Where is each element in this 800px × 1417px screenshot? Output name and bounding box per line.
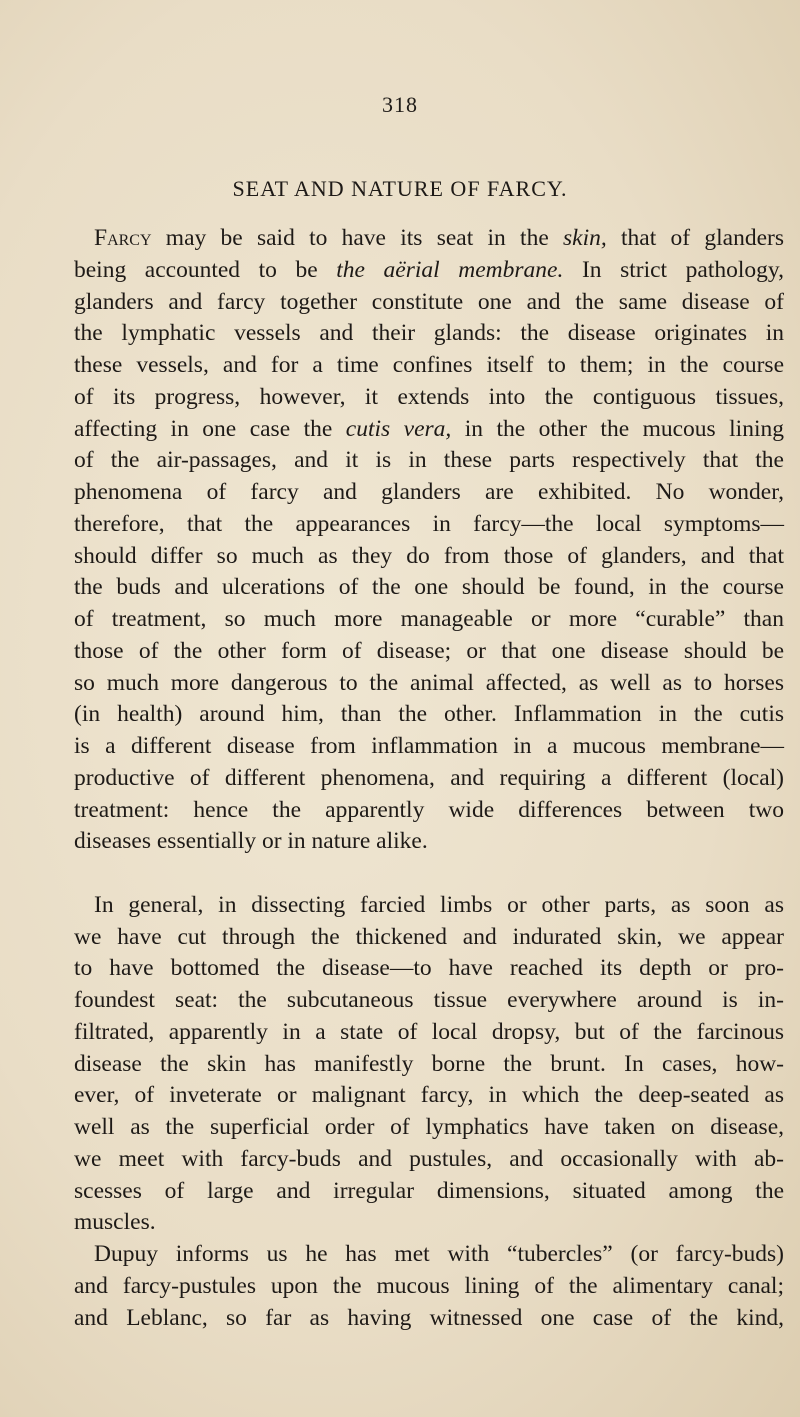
chapter-heading: SEAT AND NATURE OF FARCY. <box>232 176 568 201</box>
page-number: 318 <box>382 92 418 117</box>
text-line: In general, in dissecting farcied limbs or other parts, as soon as <box>94 891 784 918</box>
text-line: of the air-passages, and it is in these parts respectively that the <box>74 447 784 474</box>
text-span: In strict pathology, <box>563 256 785 283</box>
text-line: foundest seat: the subcutaneous tissue everywhere around is in- <box>74 987 784 1013</box>
paragraph-3 <box>74 1239 784 1334</box>
text-line: scesses of large and irregular dimensions, situated among the <box>74 1177 784 1204</box>
text-line: glanders and farcy together constitute one and the same disease of <box>74 288 784 315</box>
text-line: we have cut through the thickened and indurated skin, we appear <box>74 923 784 950</box>
text-span: affecting in one case the <box>74 415 346 442</box>
text-line: well as the superficial order of lymphatics have taken on disease, <box>74 1114 784 1140</box>
text-line: ever, of inveterate or malignant farcy, in which the deep-seated as <box>74 1082 784 1109</box>
text-span: may be said to have its seat in the <box>151 225 564 251</box>
text-line: disease the skin has manifestly borne the brunt. In cases, how- <box>74 1050 784 1077</box>
paragraph-2 <box>74 890 784 1239</box>
text-line: diseases essentially or in nature alike. <box>74 828 428 855</box>
text-line: the lymphatic vessels and their glands: the disease originates in <box>74 320 784 347</box>
text-line: phenomena of farcy and glanders are exhibited. No wonder, <box>74 479 784 505</box>
text-line: to have bottomed the disease—to have reached its depth or pro- <box>74 955 784 982</box>
paragraph-1 <box>74 223 784 858</box>
text-line: we meet with farcy-buds and pustules, and occasionally with ab- <box>74 1145 784 1172</box>
text-line: those of the other form of disease; or that one disease should be <box>74 637 784 664</box>
text-line: (in health) around him, than the other. Inflammation in the cutis <box>74 701 784 728</box>
italic-term: cutis vera, <box>345 415 452 442</box>
text-line: treatment: hence the apparently wide differences between two <box>74 796 784 823</box>
text-span: in the other the mucous lining <box>451 415 784 442</box>
text-line <box>74 255 784 287</box>
text-line: of its progress, however, it extends into the contiguous tissues, <box>74 383 784 410</box>
italic-term: the aërial membrane. <box>336 256 564 283</box>
text-line: the buds and ulcerations of the one should be found, in the course <box>74 574 784 601</box>
text-line: Dupuy informs us he has met with “tubercles” (or farcy-buds) <box>94 1241 784 1267</box>
text-span: that of glanders <box>606 225 784 251</box>
text-line <box>74 414 784 446</box>
text-line: so much more dangerous to the animal affected, as well as to horses <box>74 669 784 696</box>
text-line: and farcy-pustules upon the mucous lining of the alimentary canal; <box>74 1272 784 1299</box>
text-line <box>74 223 784 255</box>
text-line: is a different disease from inflammation in a mucous membrane— <box>74 733 784 759</box>
text-span: being accounted to be <box>74 256 337 283</box>
text-line: filtrated, apparently in a state of local dropsy, but of the farcinous <box>74 1018 784 1045</box>
text-line: these vessels, and for a time confines itself to them; in the course <box>74 352 784 378</box>
text-line: of treatment, so much more manageable or more “curable” than <box>74 606 784 632</box>
lead-word: Farcy <box>94 225 152 251</box>
text-line: should differ so much as they do from those of glanders, and that <box>74 542 784 569</box>
text-line: and Leblanc, so far as having witnessed one case of the kind, <box>74 1304 784 1331</box>
italic-term: skin, <box>563 225 607 251</box>
text-line: productive of different phenomena, and requiring a different (local) <box>74 764 784 791</box>
text-line: therefore, that the appearances in farcy—the local symptoms— <box>74 510 784 537</box>
text-line: muscles. <box>74 1209 156 1236</box>
